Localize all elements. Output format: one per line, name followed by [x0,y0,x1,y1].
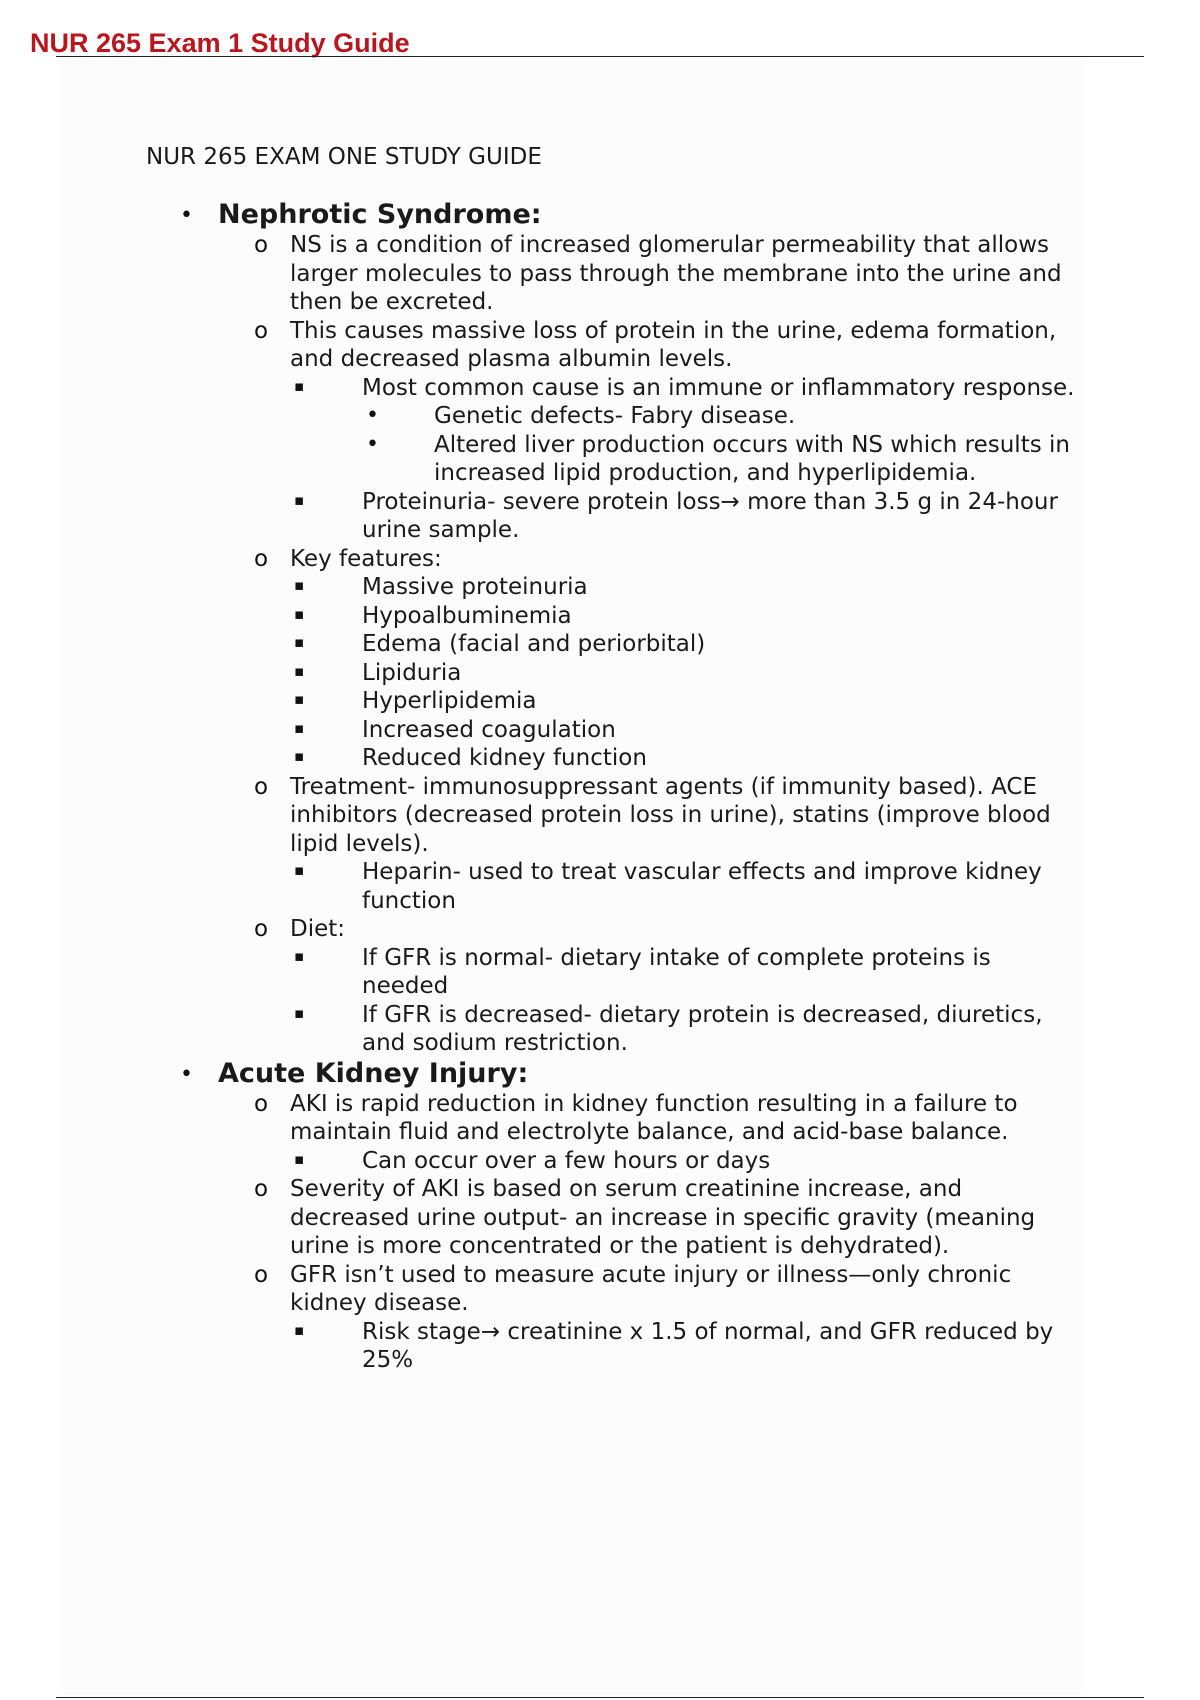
square-bullet-icon: ▪ [294,576,305,594]
square-bullet-icon: ▪ [294,490,305,509]
list-item-text: Lipiduria [362,659,462,686]
list-item-text: If GFR is normal- dietary intake of complete proteins is needed [362,944,991,999]
square-bullet-icon: ▪ [294,1149,305,1168]
section-item [0,1058,1200,1375]
list-item-text: Severity of AKI is based on serum creatinine increase, and decreased urine output- an increase in specific gravity (meaning urine is more concentrated or the patient is dehydrated). [290,1176,1036,1259]
list-item-text: Risk stage→ creatinine x 1.5 of normal, and GFR reduced by 25% [362,1318,1054,1373]
circle-bullet-icon: o [254,232,269,258]
square-bullet-icon: ▪ [294,376,305,395]
document-title: NUR 265 EXAM ONE STUDY GUIDE [146,144,542,170]
list-item-text: This causes massive loss of protein in the urine, edema formation, and decreased plasma albumin levels. [290,317,1057,372]
list-item-text: If GFR is decreased- dietary protein is decreased, diuretics, and sodium restriction. [362,1001,1043,1056]
list-item [218,317,1200,545]
nested-list [290,1147,1082,1176]
list-item [218,915,1200,1058]
list-item-text: Key features: [290,545,442,572]
square-bullet-icon: ▪ [294,718,305,737]
list-item-text: GFR isn’t used to measure acute injury or illness—only chronic kidney disease. [290,1261,1012,1316]
list-item [290,630,1082,659]
square-bullet-icon: ▪ [294,1320,305,1339]
document-body [0,199,1200,1375]
list-item-text: Hyperlipidemia [362,688,537,714]
bullet-icon: • [180,203,193,228]
square-bullet-icon: ▪ [294,861,305,879]
circle-bullet-icon: o [254,1176,269,1202]
list-item-text: Diet: [290,916,346,942]
list-item [290,944,1082,1001]
list-item [290,573,1082,602]
nested-list [290,858,1082,915]
header-title: NUR 265 Exam 1 Study Guide [30,28,410,58]
nested-list [362,402,1082,488]
footer-rule [56,1697,1144,1698]
nested-list [218,231,1200,1058]
list-item-text: Most common cause is an immune or inflammatory response. [362,374,1075,401]
list-item-text: NS is a condition of increased glomerular permeability that allows larger molecules to pass through the membrane into the urine and then be excreted. [290,232,1062,315]
circle-bullet-icon: o [254,317,269,344]
bullet-icon: • [180,1061,193,1087]
section-heading: Acute Kidney Injury: [218,1057,529,1089]
list-item-text: Heparin- used to treat vascular effects and improve kidney function [362,859,1042,914]
list-item [290,488,1082,545]
list-item [290,1147,1082,1176]
list-item-text: Massive proteinuria [362,574,588,600]
header-rule [56,56,1144,57]
list-item [290,1318,1082,1375]
bullet-icon: • [366,403,379,428]
square-bullet-icon: ▪ [294,604,305,623]
list-item [290,716,1082,745]
square-bullet-icon: ▪ [294,633,305,651]
square-bullet-icon: ▪ [294,1003,305,1022]
list-item [218,773,1200,916]
section-heading: Nephrotic Syndrome: [218,199,542,230]
circle-bullet-icon: o [254,916,269,942]
nested-list [290,1318,1082,1375]
list-item [218,231,1200,317]
list-item-text: Hypoalbuminemia [362,602,572,629]
list-item [218,545,1200,773]
list-item-text: Reduced kidney function [362,745,647,771]
circle-bullet-icon: o [254,773,269,800]
section-item [0,199,1200,1058]
list-item [290,858,1082,915]
circle-bullet-icon: o [254,1261,269,1288]
list-item-text: Altered liver production occurs with NS which results in increased lipid production, and hyperlipidemia. [434,431,1070,486]
list-item-text: Proteinuria- severe protein loss→ more than 3.5 g in 24-hour urine sample. [362,488,1058,543]
list-item-text: Can occur over a few hours or days [362,1147,771,1174]
square-bullet-icon: ▪ [294,690,305,708]
list-item-text: Increased coagulation [362,716,616,743]
square-bullet-icon: ▪ [294,661,305,680]
list-item [290,602,1082,631]
list-item-text: Genetic defects- Fabry disease. [434,403,796,429]
list-item [218,1261,1200,1375]
list-item [218,1175,1200,1261]
circle-bullet-icon: o [254,545,269,572]
list-item [290,1001,1082,1058]
list-item [290,744,1082,773]
square-bullet-icon: ▪ [294,946,305,965]
list-item-text: AKI is rapid reduction in kidney function resulting in a failure to maintain fluid and electrolyte balance, and acid-base balance. [290,1090,1018,1145]
list-item-text: Treatment- immunosuppressant agents (if immunity based). ACE inhibitors (decreased protein loss in urine), statins (improve blood lipid levels). [290,773,1051,857]
list-item-text: Edema (facial and periorbital) [362,631,706,657]
list-item [290,374,1082,488]
list-item [290,659,1082,688]
nested-list [290,573,1082,773]
square-bullet-icon: ▪ [294,747,305,765]
nested-list [218,1090,1200,1375]
list-item [362,402,1082,431]
outline-list [0,199,1200,1375]
list-item [290,687,1082,716]
nested-list [290,944,1082,1058]
bullet-icon: • [366,431,379,457]
list-item [362,431,1082,488]
list-item [218,1090,1200,1176]
nested-list [290,374,1082,545]
circle-bullet-icon: o [254,1090,269,1117]
